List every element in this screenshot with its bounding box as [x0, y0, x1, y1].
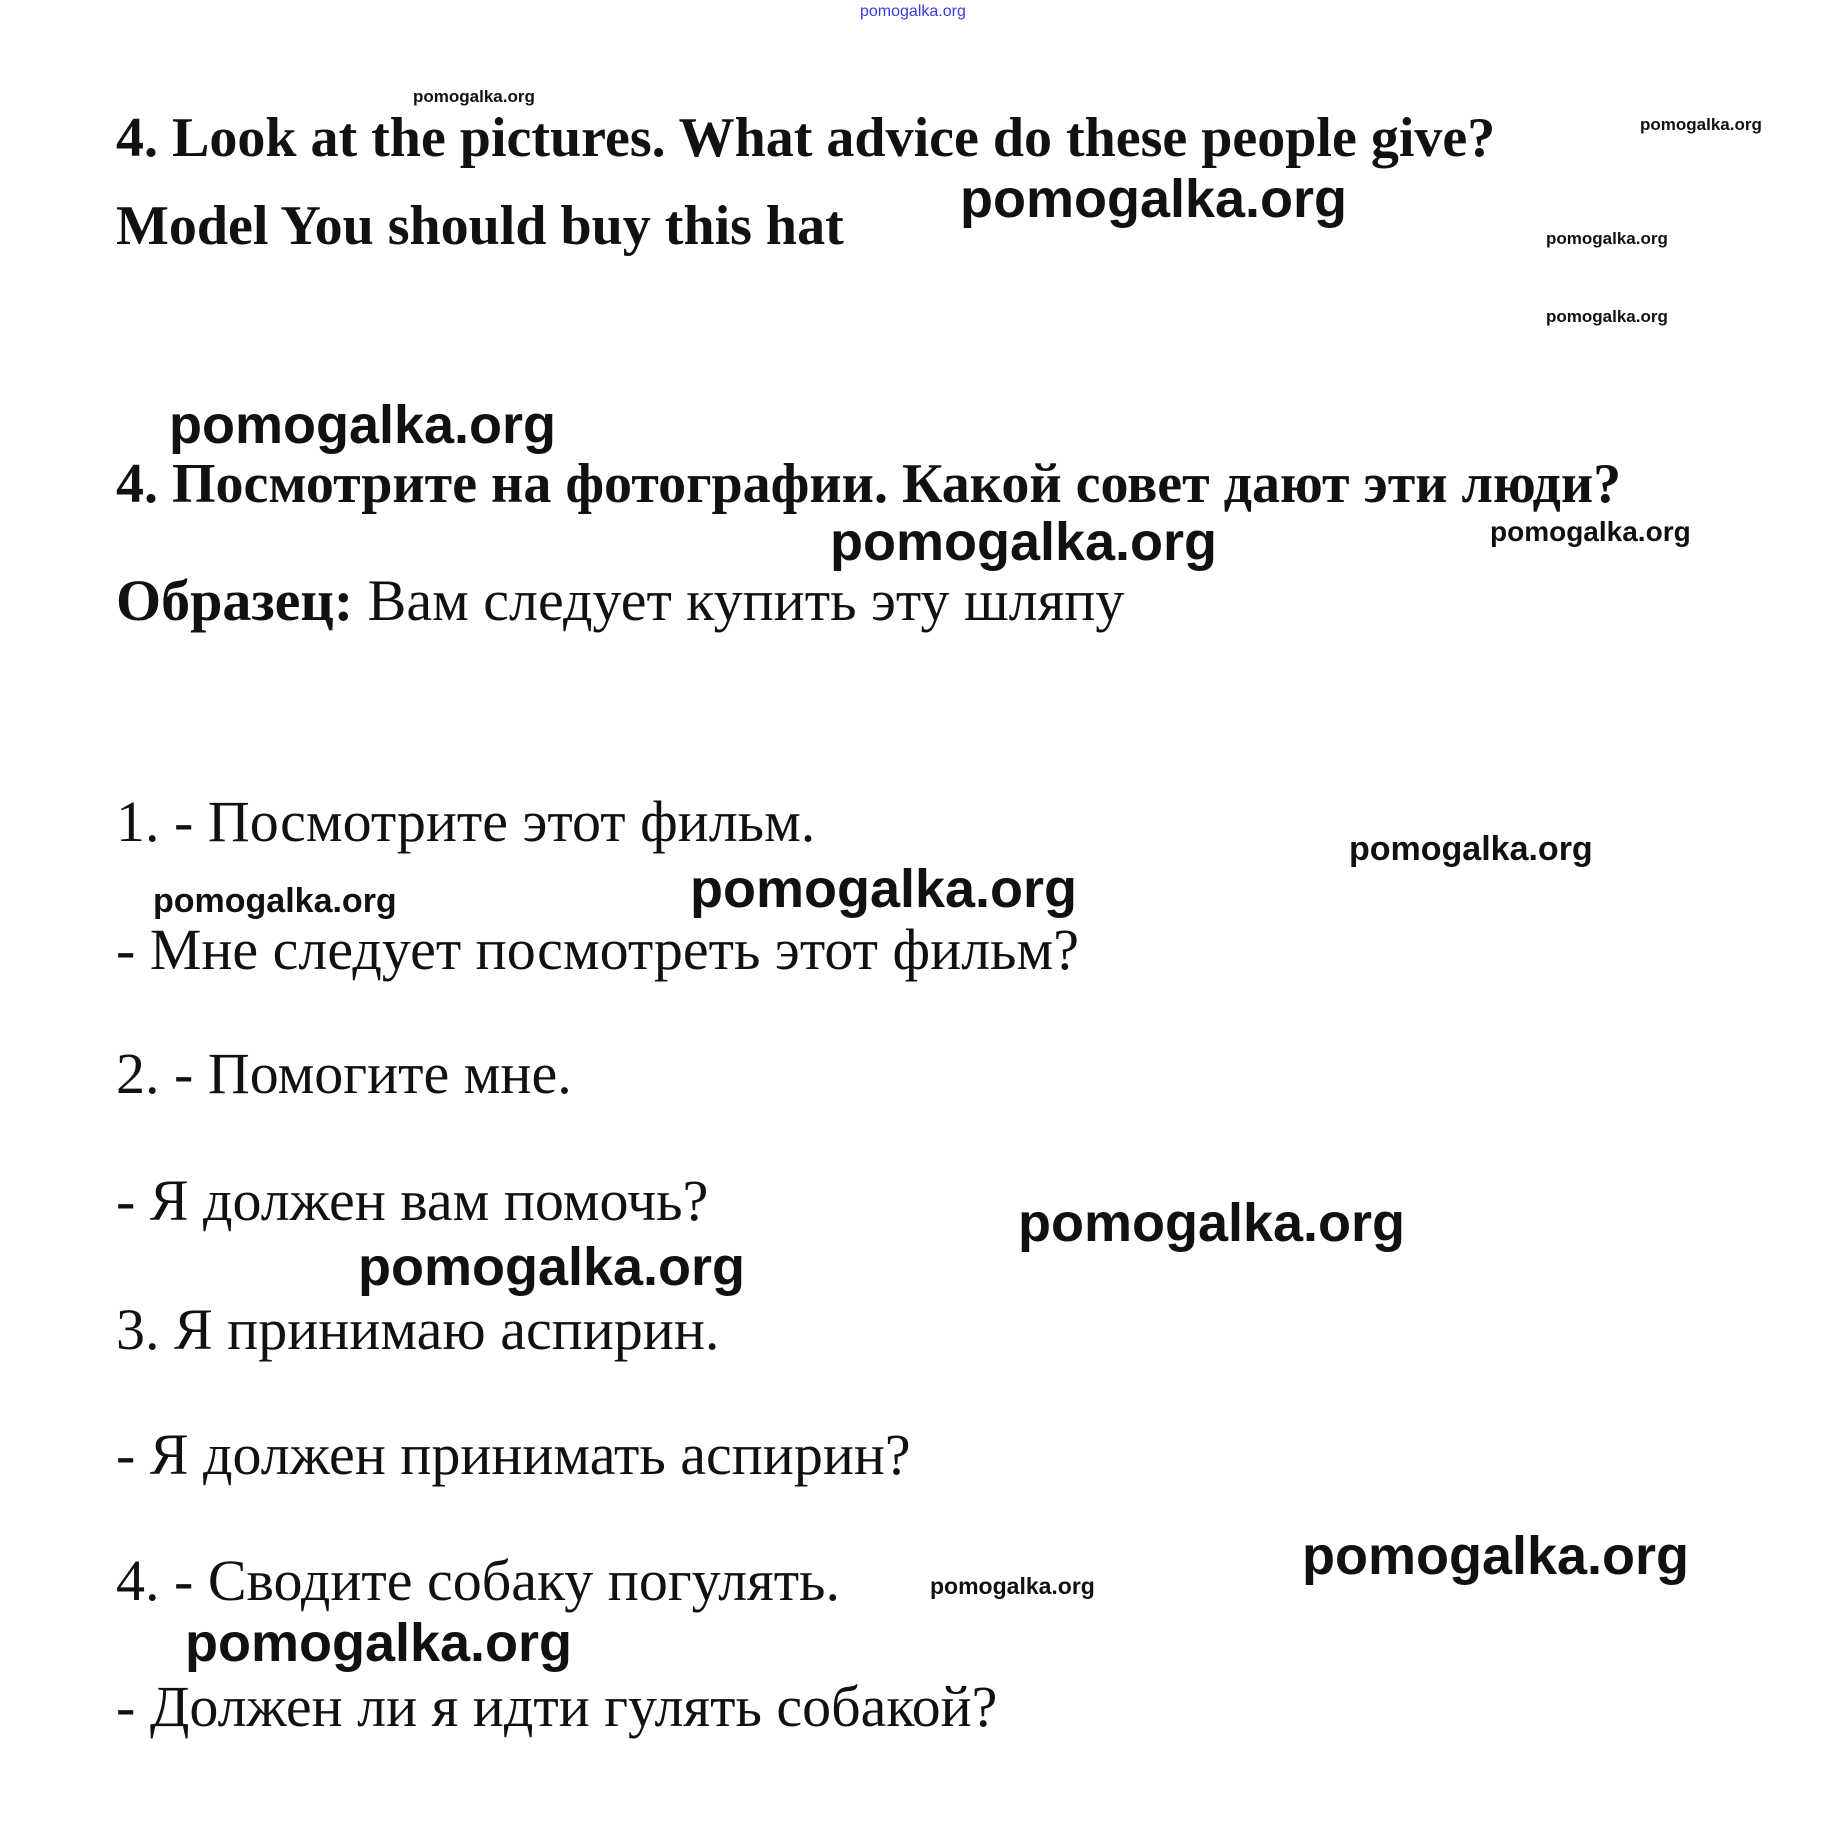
watermark: pomogalka.org: [358, 1237, 746, 1297]
task-title-en: 4. Look at the pictures. What advice do these people give?: [116, 107, 1496, 169]
watermark: pomogalka.org: [1349, 830, 1593, 868]
answer-line: 3. Я принимаю аспирин.: [116, 1297, 720, 1362]
watermark: pomogalka.org: [413, 87, 535, 106]
answer-line: - Должен ли я идти гулять собакой?: [116, 1674, 998, 1739]
watermark: pomogalka.org: [1018, 1193, 1406, 1253]
watermark: pomogalka.org: [960, 169, 1348, 229]
watermark: pomogalka.org: [153, 882, 397, 920]
watermark: pomogalka.org: [1640, 115, 1762, 134]
header-watermark-link[interactable]: pomogalka.org: [860, 3, 966, 20]
watermark: pomogalka.org: [690, 859, 1078, 919]
answer-line: - Я должен принимать аспирин?: [116, 1422, 911, 1487]
watermark: pomogalka.org: [1490, 516, 1691, 547]
answer-line: 4. - Сводите собаку погулять.: [116, 1548, 841, 1613]
watermark: pomogalka.org: [830, 512, 1218, 572]
watermark: pomogalka.org: [1546, 229, 1668, 248]
watermark: pomogalka.org: [930, 1573, 1095, 1599]
model-text: Вам следует купить эту шляпу: [353, 568, 1125, 633]
watermark: pomogalka.org: [185, 1613, 573, 1673]
watermark: pomogalka.org: [1302, 1526, 1690, 1586]
task-title-ru: 4. Посмотрите на фотографии. Какой совет дают эти люди?: [116, 453, 1622, 515]
task-model-ru: [116, 568, 1125, 633]
task-model-en: Model You should buy this hat: [116, 195, 844, 257]
model-label: Образец:: [116, 568, 354, 633]
answer-line: - Я должен вам помочь?: [116, 1168, 709, 1233]
answer-line: 1. - Посмотрите этот фильм.: [116, 789, 816, 854]
answer-line: - Мне следует посмотреть этот фильм?: [116, 917, 1079, 982]
answer-line: 2. - Помогите мне.: [116, 1041, 572, 1106]
watermark: pomogalka.org: [169, 395, 557, 455]
watermark: pomogalka.org: [1546, 307, 1668, 326]
